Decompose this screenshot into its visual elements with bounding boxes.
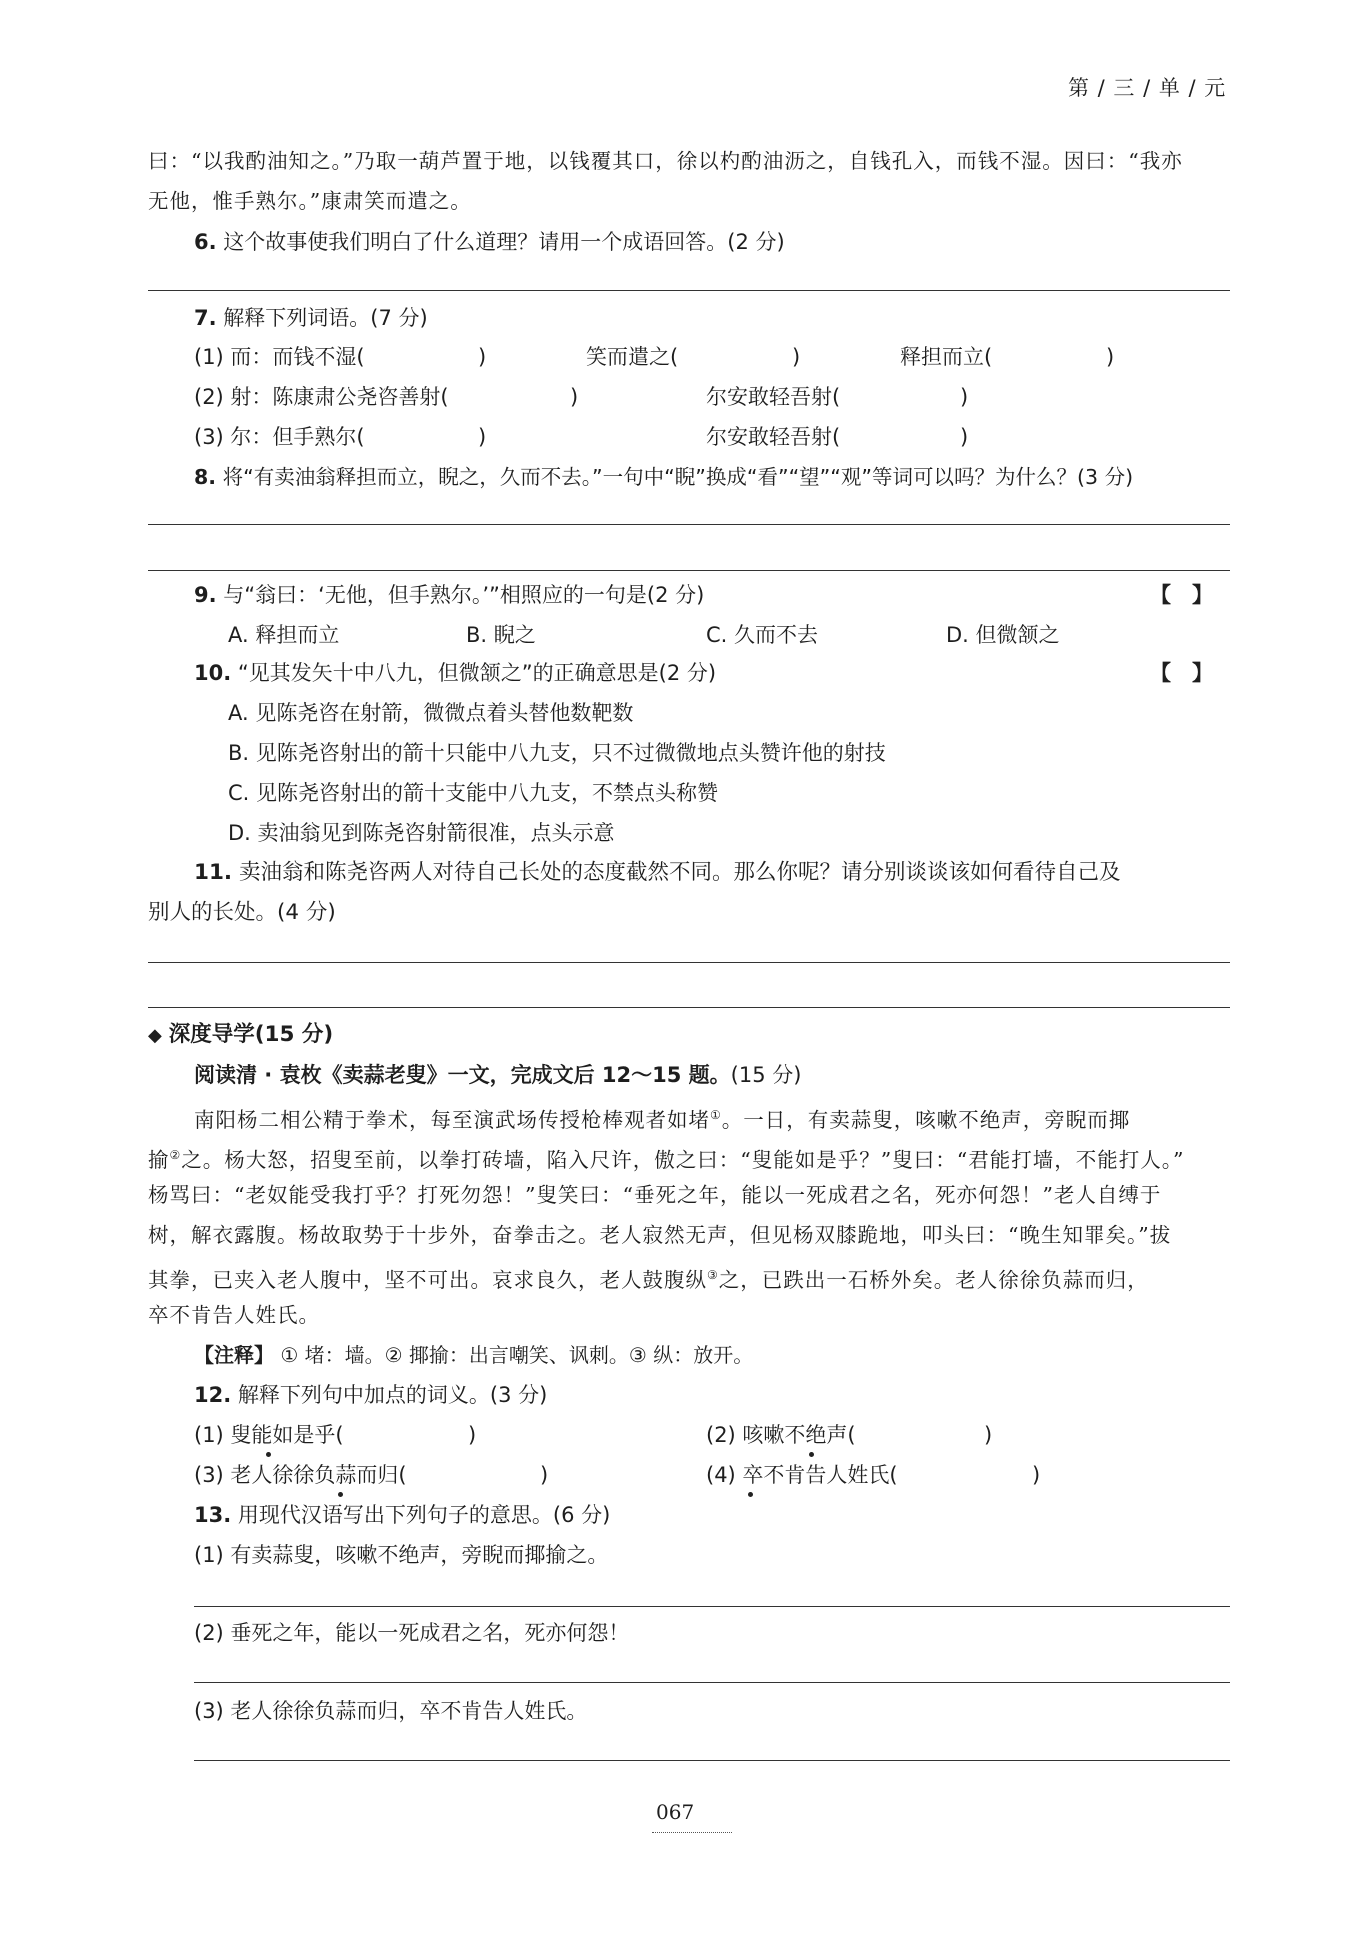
q12-item: (2) 咳嗽不绝声( <box>706 1423 856 1447</box>
answer-line[interactable] <box>194 1606 1230 1607</box>
q7-close: ) <box>478 345 487 369</box>
answer-line[interactable] <box>148 1007 1230 1008</box>
answer-bracket[interactable]: 【 】 <box>1150 583 1213 607</box>
diamond-icon: ◆ <box>148 1025 162 1046</box>
question-number: 8. <box>194 465 217 489</box>
question-number: 11. <box>194 860 233 885</box>
page-number: 067 <box>656 1800 695 1824</box>
question-text: 与“翁曰：‘无他，但手熟尔。’”相照应的一句是(2 分) <box>223 583 705 607</box>
emphasis-dot <box>338 1492 343 1497</box>
notes <box>194 1340 753 1370</box>
question-11-cont: 别人的长处。(4 分) <box>148 900 336 925</box>
footnote-ref: ③ <box>707 1268 719 1282</box>
passage-text: 之，已跌出一石桥外矣。老人徐徐负蒜而归， <box>718 1267 1149 1292</box>
answer-line[interactable] <box>148 290 1230 291</box>
reading-intro <box>194 1060 801 1090</box>
q7-item: 释担而立( <box>900 345 993 369</box>
answer-line[interactable] <box>194 1760 1230 1761</box>
q7-close: ) <box>960 425 969 449</box>
option-d[interactable]: D. 卖油翁见到陈尧咨射箭很准，点头示意 <box>228 821 615 845</box>
q12-item: (1) 叟能如是乎( <box>194 1423 344 1447</box>
question-number: 9. <box>194 583 217 607</box>
q7-row-1 <box>194 342 1234 372</box>
notes-text: ① 堵：墙。② 揶揄：出言嘲笑、讽刺。③ 纵：放开。 <box>280 1343 754 1367</box>
option-b[interactable]: B. 见陈尧咨射出的箭十只能中八九支，只不过微微地点头赞许他的射技 <box>228 741 886 765</box>
q7-item: 笑而遣之( <box>586 345 679 369</box>
passage-line <box>194 1100 1130 1135</box>
q12-close: ) <box>540 1463 549 1487</box>
q12-row-1 <box>194 1420 1234 1450</box>
question-8 <box>194 462 1133 492</box>
q12-close: ) <box>468 1423 477 1447</box>
answer-line[interactable] <box>148 962 1230 963</box>
question-number: 10. <box>194 661 232 685</box>
q7-close: ) <box>792 345 801 369</box>
reading-intro-text: 阅读清 · 袁枚《卖蒜老叟》一文，完成文后 12～15 题。 <box>194 1063 731 1087</box>
section-heading <box>148 1020 333 1051</box>
question-text: 这个故事使我们明白了什么道理？请用一个成语回答。(2 分) <box>223 230 785 254</box>
q7-close: ) <box>1106 345 1115 369</box>
q13-item: (1) 有卖蒜叟，咳嗽不绝声，旁睨而揶揄之。 <box>194 1543 609 1567</box>
option-c[interactable]: C. 久而不去 <box>706 623 819 647</box>
answer-line[interactable] <box>148 570 1230 571</box>
q7-close: ) <box>570 385 579 409</box>
q12-row-2 <box>194 1460 1234 1490</box>
passage-line: 树，解衣露腹。杨故取势于十步外，奋拳击之。老人寂然无声，但见杨双膝跪地，叩头曰：“晚生知罪矣。”拔 <box>148 1223 1172 1247</box>
q7-item: 尔安敢轻吾射( <box>706 425 841 449</box>
notes-label: 【注释】 <box>194 1343 274 1367</box>
option-b[interactable]: B. 睨之 <box>466 623 536 647</box>
question-text: 卖油翁和陈尧咨两人对待自己长处的态度截然不同。那么你呢？请分别谈谈该如何看待自己及 <box>238 860 1121 885</box>
question-number: 7. <box>194 306 217 330</box>
answer-bracket[interactable]: 【 】 <box>1150 661 1213 685</box>
option-d[interactable]: D. 但微颔之 <box>946 623 1060 647</box>
q9-options <box>228 620 1128 650</box>
q7-item: 尔安敢轻吾射( <box>706 385 841 409</box>
question-7 <box>194 303 428 333</box>
q7-close: ) <box>960 385 969 409</box>
question-text: 用现代汉语写出下列句子的意思。(6 分) <box>237 1503 611 1527</box>
q7-close: ) <box>478 425 487 449</box>
passage-text: 揄 <box>148 1147 170 1172</box>
answer-line[interactable] <box>194 1682 1230 1683</box>
q12-item: (4) 卒不肯告人姓氏( <box>706 1463 898 1487</box>
question-text: “见其发矢十中八九，但微颔之”的正确意思是(2 分) <box>237 661 717 685</box>
passage-line <box>148 1140 1184 1175</box>
question-12 <box>194 1380 547 1410</box>
question-6 <box>194 227 785 257</box>
question-text: 将“有卖油翁释担而立，睨之，久而不去。”一句中“睨”换成“看”“望”“观”等词可以吗？为什么？(3 分) <box>222 465 1134 489</box>
q7-row-2 <box>194 382 1234 412</box>
emphasis-dot <box>809 1452 814 1457</box>
question-9 <box>194 580 704 610</box>
answer-line[interactable] <box>148 524 1230 525</box>
question-number: 6. <box>194 230 217 254</box>
passage-text: 其拳，已夹入老人腹中，坚不可出。哀求良久，老人鼓腹纵 <box>148 1267 707 1292</box>
q7-item: (3) 尔：但手熟尔( <box>194 425 365 449</box>
emphasis-dot <box>266 1452 271 1457</box>
question-10 <box>194 658 716 688</box>
passage-line <box>148 1260 1149 1295</box>
question-text: 解释下列句中加点的词义。(3 分) <box>237 1383 548 1407</box>
passage-text: 。一日，有卖蒜叟，咳嗽不绝声，旁睨而揶 <box>721 1107 1131 1132</box>
question-number: 13. <box>194 1503 232 1527</box>
option-c[interactable]: C. 见陈尧咨射出的箭十支能中八九支，不禁点头称赞 <box>228 781 719 805</box>
q7-item: (2) 射：陈康肃公尧咨善射( <box>194 385 449 409</box>
q13-item: (3) 老人徐徐负蒜而归，卒不肯告人姓氏。 <box>194 1699 588 1723</box>
passage-line: 卒不肯告人姓氏。 <box>148 1303 320 1327</box>
unit-header: 第 / 三 / 单 / 元 <box>1068 76 1227 100</box>
question-13 <box>194 1500 610 1530</box>
option-a[interactable]: A. 见陈尧咨在射箭，微微点着头替他数靶数 <box>228 701 634 725</box>
q12-item: (3) 老人徐徐负蒜而归( <box>194 1463 407 1487</box>
passage-text: 南阳杨二相公精于拳术，每至演武场传授枪棒观者如堵 <box>194 1107 710 1132</box>
passage-line: 杨骂曰：“老奴能受我打乎？打死勿怨！”叟笑曰：“垂死之年，能以一死成君之名，死亦何怨！”老人自缚于 <box>148 1183 1162 1207</box>
page-number-underline <box>652 1832 732 1833</box>
reading-score: (15 分) <box>730 1063 802 1087</box>
passage-line: 曰：“以我酌油知之。”乃取一葫芦置于地，以钱覆其口，徐以杓酌油沥之，自钱孔入，而钱不湿。因曰：“我亦 <box>148 149 1183 173</box>
footnote-ref: ① <box>710 1108 722 1122</box>
q7-item: (1) 而：而钱不湿( <box>194 345 365 369</box>
q7-row-3 <box>194 422 1234 452</box>
q12-close: ) <box>1032 1463 1041 1487</box>
question-number: 12. <box>194 1383 232 1407</box>
passage-line: 无他，惟手熟尔。”康肃笑而遣之。 <box>148 189 472 213</box>
question-text: 解释下列词语。(7 分) <box>223 306 428 330</box>
question-11 <box>194 858 1120 888</box>
section-title: 深度导学(15 分) <box>168 1022 334 1047</box>
footnote-ref: ② <box>169 1148 182 1162</box>
option-a[interactable]: A. 释担而立 <box>228 623 340 647</box>
q12-close: ) <box>984 1423 993 1447</box>
emphasis-dot <box>748 1492 753 1497</box>
q13-item: (2) 垂死之年，能以一死成君之名，死亦何怨！ <box>194 1621 630 1645</box>
passage-text: 之。杨大怒，招叟至前，以拳打砖墙，陷入尺许，傲之曰：“叟能如是乎？”叟曰：“君能打墙，不能打人。” <box>181 1147 1185 1172</box>
